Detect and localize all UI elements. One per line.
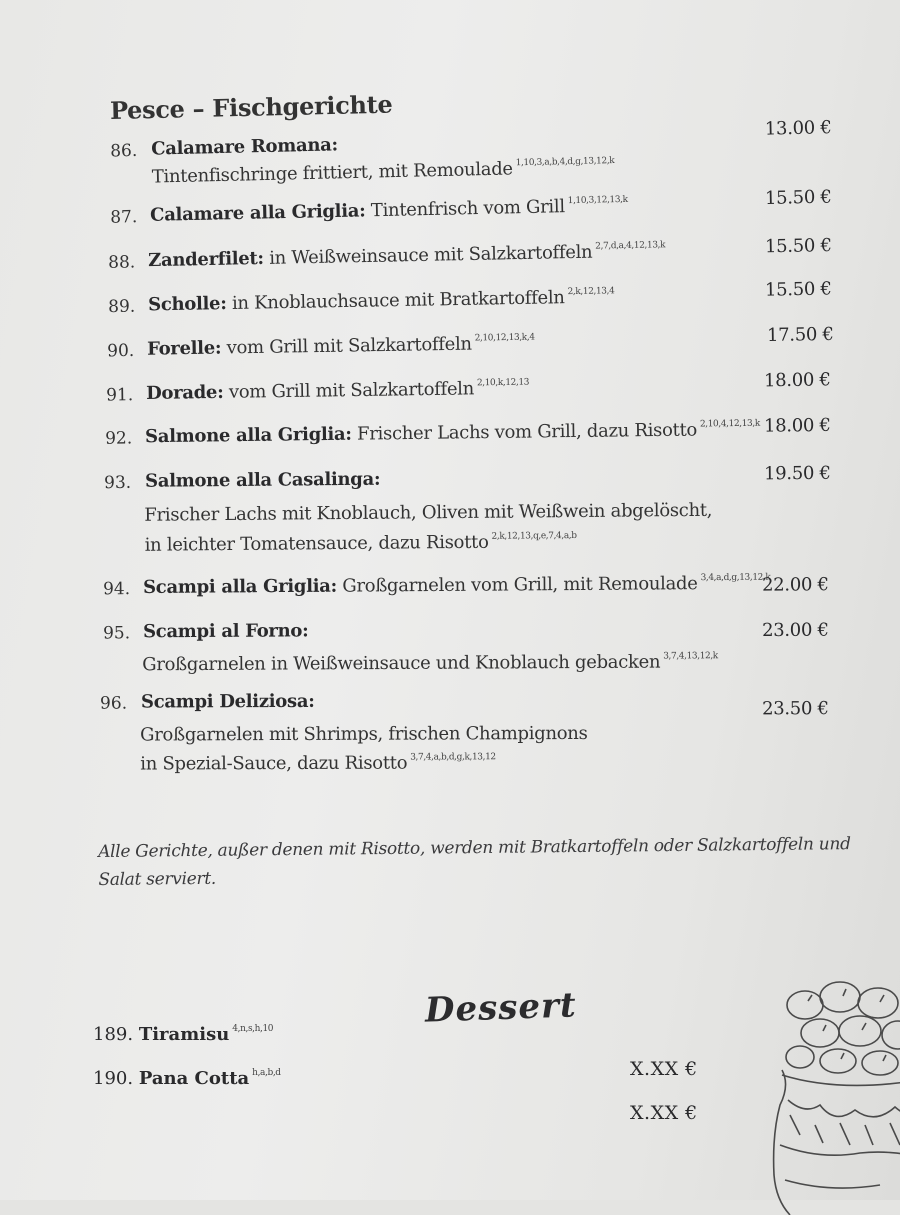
allergen-codes: 2,10,12,13,k,4 xyxy=(474,332,535,344)
item-description: in leichter Tomatensauce, dazu Risotto xyxy=(144,531,489,556)
item-name: Scholle: xyxy=(147,293,227,316)
item-description-line xyxy=(145,531,577,556)
item-price: 15.50 € xyxy=(764,186,832,209)
item-price: 18.00 € xyxy=(763,414,831,437)
dessert-item xyxy=(93,1024,273,1045)
item-title-line xyxy=(150,195,628,226)
item-description: Frischer Lachs mit Knoblauch, Oliven mit Weißwein abgelöscht, xyxy=(144,499,713,526)
item-description: vom Grill mit Salzkartoffeln xyxy=(223,378,475,403)
item-name: Forelle: xyxy=(146,337,222,360)
dessert-item xyxy=(93,1068,281,1089)
item-name: Pana Cotta xyxy=(138,1068,250,1089)
menu-item xyxy=(0,323,900,362)
item-description: Großgarnelen mit Shrimps, frischen Champignons xyxy=(140,722,588,746)
allergen-codes: 3,4,a,d,g,13,12,k xyxy=(700,572,771,584)
item-number: 190. xyxy=(93,1068,139,1089)
item-title-line xyxy=(148,286,615,315)
menu-item xyxy=(0,186,900,228)
item-number: 87. xyxy=(110,207,138,228)
allergen-codes: 2,10,4,12,13,k xyxy=(699,418,760,430)
item-price: 15.50 € xyxy=(764,235,832,258)
item-title-line xyxy=(141,691,315,713)
item-title-line xyxy=(145,469,380,492)
item-price: 13.00 € xyxy=(764,117,832,140)
item-number: 95. xyxy=(103,623,131,644)
item-title-line xyxy=(146,378,529,404)
item-title-line xyxy=(151,134,338,159)
menu-item xyxy=(0,117,900,188)
menu-item xyxy=(0,617,900,676)
item-price: 15.50 € xyxy=(764,278,832,301)
item-title-line xyxy=(143,620,308,642)
menu-item xyxy=(0,572,900,600)
item-price: 23.50 € xyxy=(762,698,829,720)
allergen-codes: h,a,b,d xyxy=(252,1068,281,1078)
item-description: Großgarnelen in Weißweinsauce und Knoblauch gebacken xyxy=(142,651,661,676)
serving-footnote: Alle Gerichte, außer denen mit Risotto, werden mit Bratkartoffeln oder Salzkartoffeln und Salat serviert. xyxy=(98,834,851,890)
menu-item xyxy=(0,278,900,318)
dessert-heading: Dessert xyxy=(424,985,578,1031)
item-number: 96. xyxy=(100,693,128,714)
item-name: Zanderfilet: xyxy=(147,247,265,272)
item-description-line xyxy=(142,651,718,675)
item-price: 22.00 € xyxy=(761,574,829,596)
item-number: 86. xyxy=(110,140,138,162)
item-title-line xyxy=(147,333,535,360)
allergen-codes: 3,7,4,13,12,k xyxy=(663,651,718,662)
item-name: Scampi Deliziosa: xyxy=(140,690,315,713)
cake-illustration xyxy=(760,975,900,1215)
menu-item xyxy=(0,235,900,273)
item-price: 19.50 € xyxy=(763,462,831,485)
item-title-line xyxy=(145,419,760,448)
allergen-codes: 3,7,4,a,b,d,g,k,13,12 xyxy=(410,752,496,763)
item-description-line xyxy=(140,752,496,774)
item-name: Calamare alla Griglia: xyxy=(149,200,366,226)
item-title-line xyxy=(148,240,665,271)
item-price: 18.00 € xyxy=(763,369,831,392)
item-name: Scampi alla Griglia: xyxy=(142,575,338,599)
allergen-codes: 2,k,12,13,q,e,7,4,a,b xyxy=(491,530,577,542)
item-description-line xyxy=(144,500,712,526)
section-title: Pesce – Fischgerichte xyxy=(109,89,393,125)
item-description: Tintenfischringe frittiert, mit Remoulade xyxy=(151,158,514,188)
item-description: in Weißweinsauce mit Salzkartoffeln xyxy=(263,241,593,269)
allergen-codes: 2,10,k,12,13 xyxy=(476,377,530,389)
item-description: in Spezial-Sauce, dazu Risotto xyxy=(140,752,408,775)
item-number: 90. xyxy=(107,340,135,362)
item-number: 93. xyxy=(104,472,132,494)
item-price: 17.50 € xyxy=(766,323,834,346)
item-name: Dorade: xyxy=(145,381,224,404)
item-description: vom Grill mit Salzkartoffeln xyxy=(221,333,472,359)
item-number: 94. xyxy=(103,579,131,600)
allergen-codes: 2,7,d,a,4,12,13,k xyxy=(595,240,666,252)
allergen-codes: 2,k,12,13,4 xyxy=(567,286,615,298)
item-name: Salmone alla Casalinga: xyxy=(144,468,381,492)
menu-item xyxy=(0,462,900,556)
allergen-codes: 4,n,s,h,10 xyxy=(232,1024,274,1034)
item-name: Scampi al Forno: xyxy=(142,620,309,643)
menu-item xyxy=(0,369,900,406)
item-number: 89. xyxy=(108,296,136,318)
item-description-line xyxy=(140,723,587,746)
item-description: in Knoblauchsauce mit Bratkartoffeln xyxy=(226,287,565,315)
menu-item xyxy=(0,414,900,449)
item-number: 189. xyxy=(93,1024,139,1045)
item-price: 23.00 € xyxy=(762,619,829,642)
item-number: 92. xyxy=(105,428,133,449)
dessert-price: X.XX € xyxy=(630,1102,698,1124)
item-description: Großgarnelen vom Grill, mit Remoulade xyxy=(336,573,698,597)
item-number: 91. xyxy=(106,385,134,406)
item-name: Calamare Romana: xyxy=(150,134,339,160)
allergen-codes: 1,10,3,a,b,4,d,g,13,12,k xyxy=(515,156,615,169)
menu-item xyxy=(0,689,900,775)
item-name: Salmone alla Griglia: xyxy=(144,423,352,448)
allergen-codes: 1,10,3,12,13,k xyxy=(567,194,628,207)
item-description: Frischer Lachs vom Grill, dazu Risotto xyxy=(351,419,698,445)
item-name: Tiramisu xyxy=(138,1024,230,1045)
item-description-line xyxy=(152,156,615,187)
dessert-price: X.XX € xyxy=(630,1058,698,1080)
item-title-line xyxy=(143,573,771,598)
item-description: Tintenfrisch vom Grill xyxy=(365,196,566,222)
item-number: 88. xyxy=(108,252,136,273)
